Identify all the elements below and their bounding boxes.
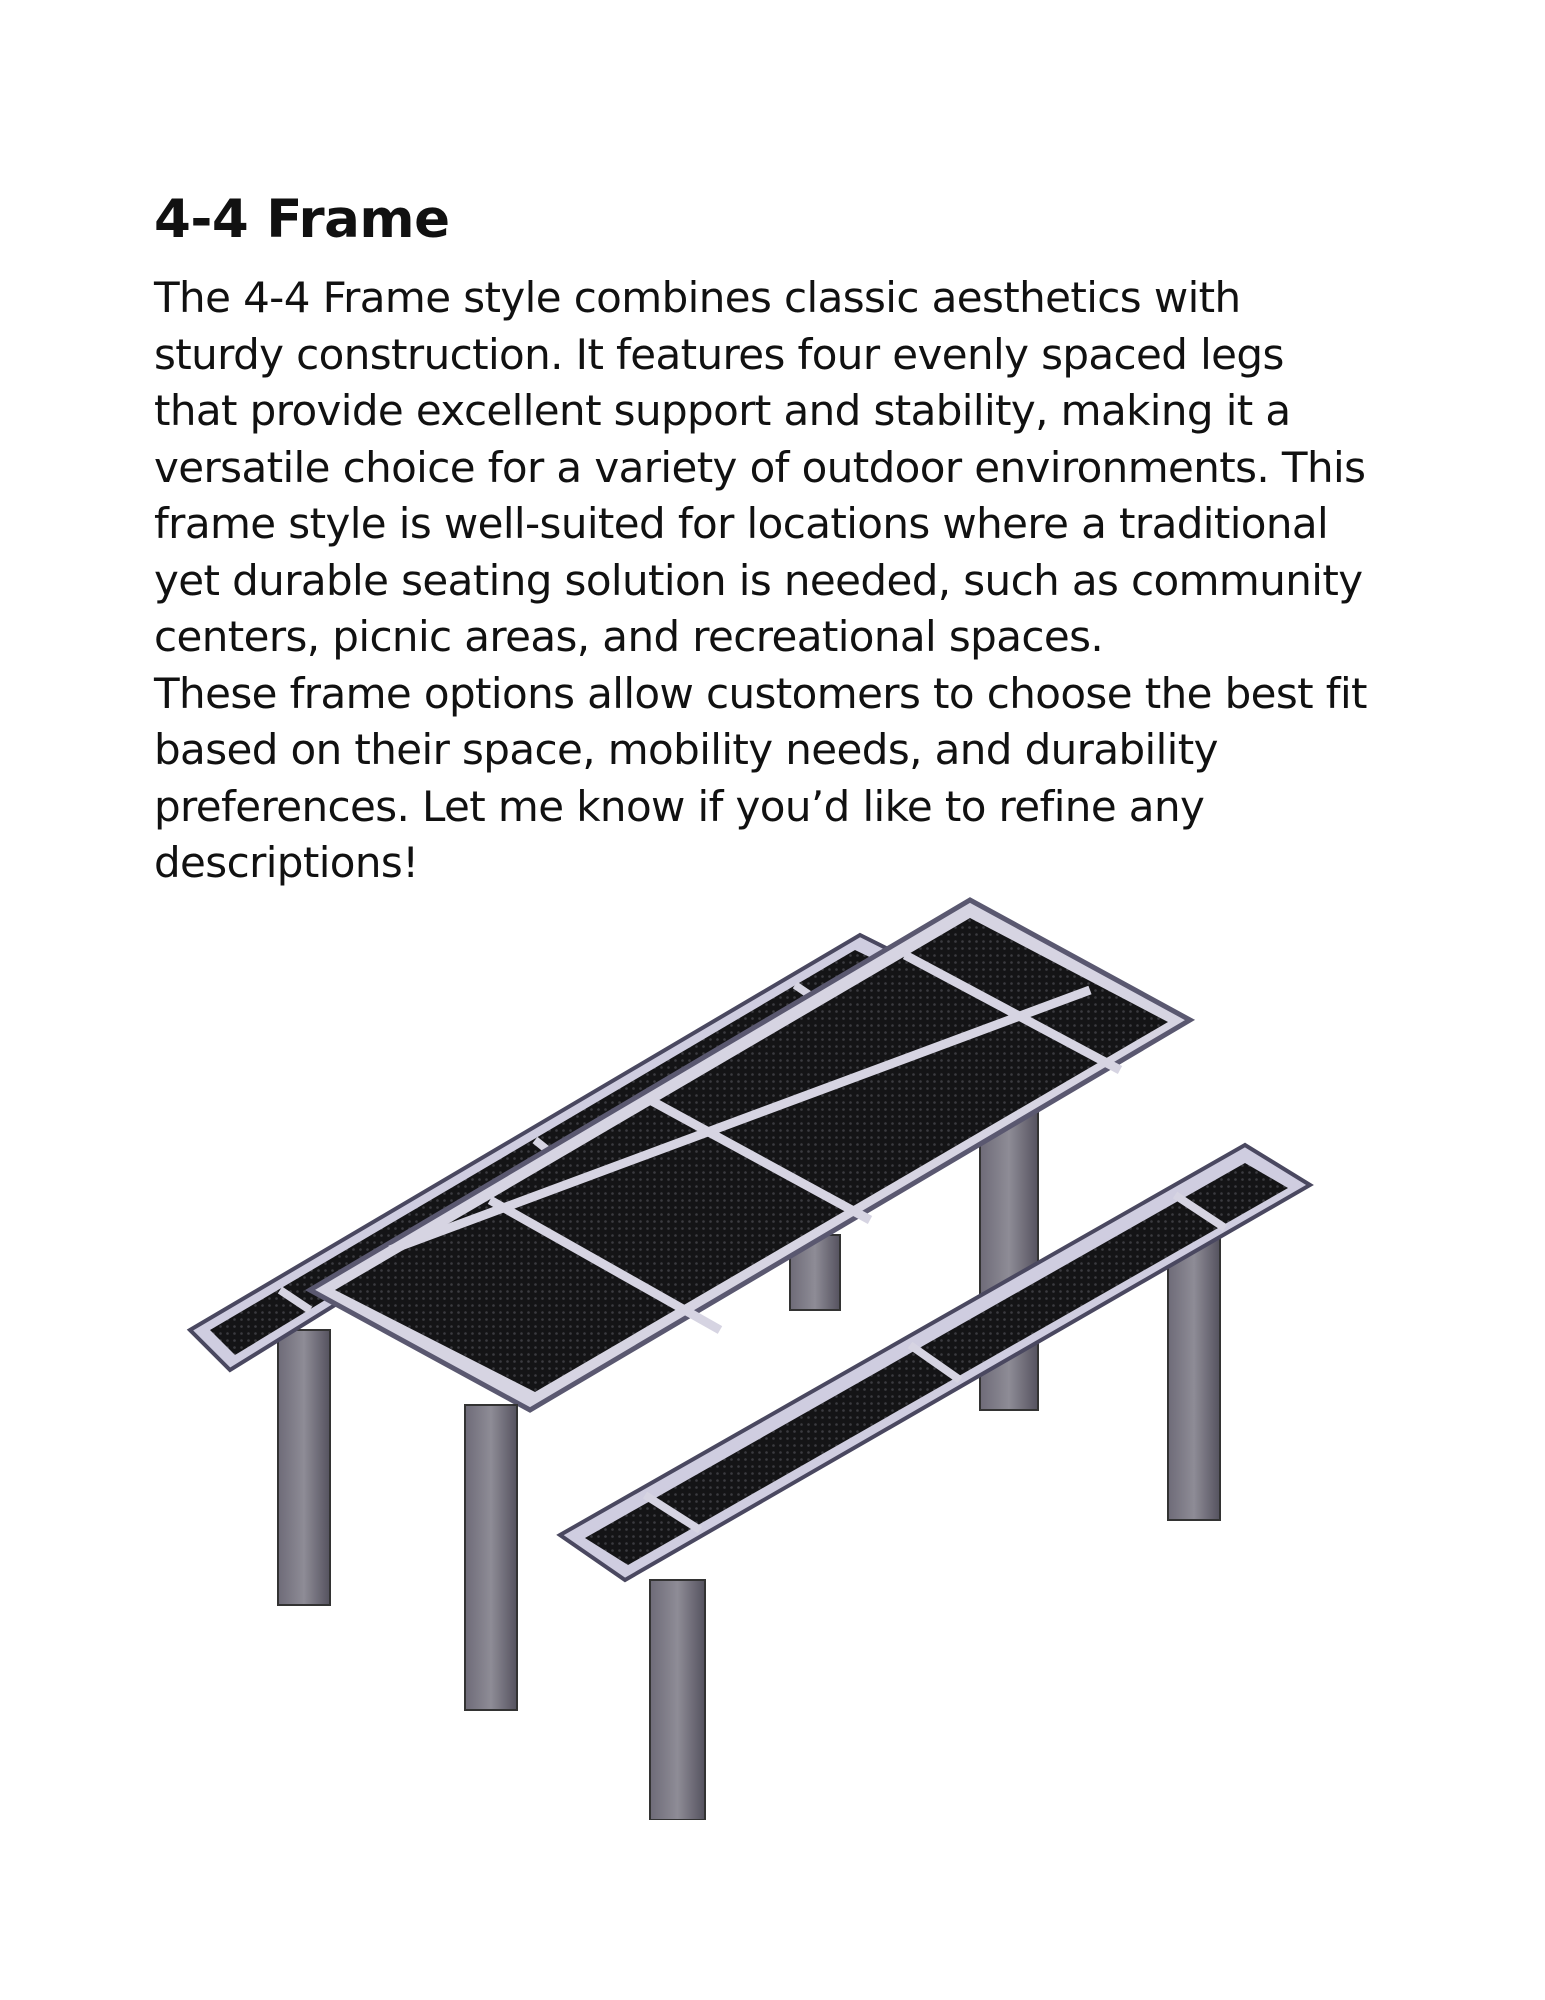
document-body (154, 180, 1404, 892)
description-paragraph: The 4-4 Frame style combines classic aesthetics with sturdy construction. It features four evenly spaced legs that provide excellent support and stability, making it a versatile choice for a variety of outdoor environments. This frame style is well-suited for locations where a traditional yet durable seating solution is needed, such as community centers, picnic areas, and recreational spaces. (154, 273, 1366, 661)
front-bench-leg-right (1168, 1230, 1220, 1520)
table-leg-front-left (465, 1405, 517, 1710)
picnic-table-illustration (0, 880, 1545, 1820)
table-top (310, 900, 1190, 1410)
back-bench-leg-left (278, 1330, 330, 1605)
section-title: 4-4 Frame (154, 189, 450, 250)
front-bench-leg-left (650, 1580, 705, 1820)
summary-paragraph: These frame options allow customers to choose the best fit based on their space, mobility needs, and durability preferences. Let me know if you’d like to refine any descriptions! (154, 668, 1367, 887)
